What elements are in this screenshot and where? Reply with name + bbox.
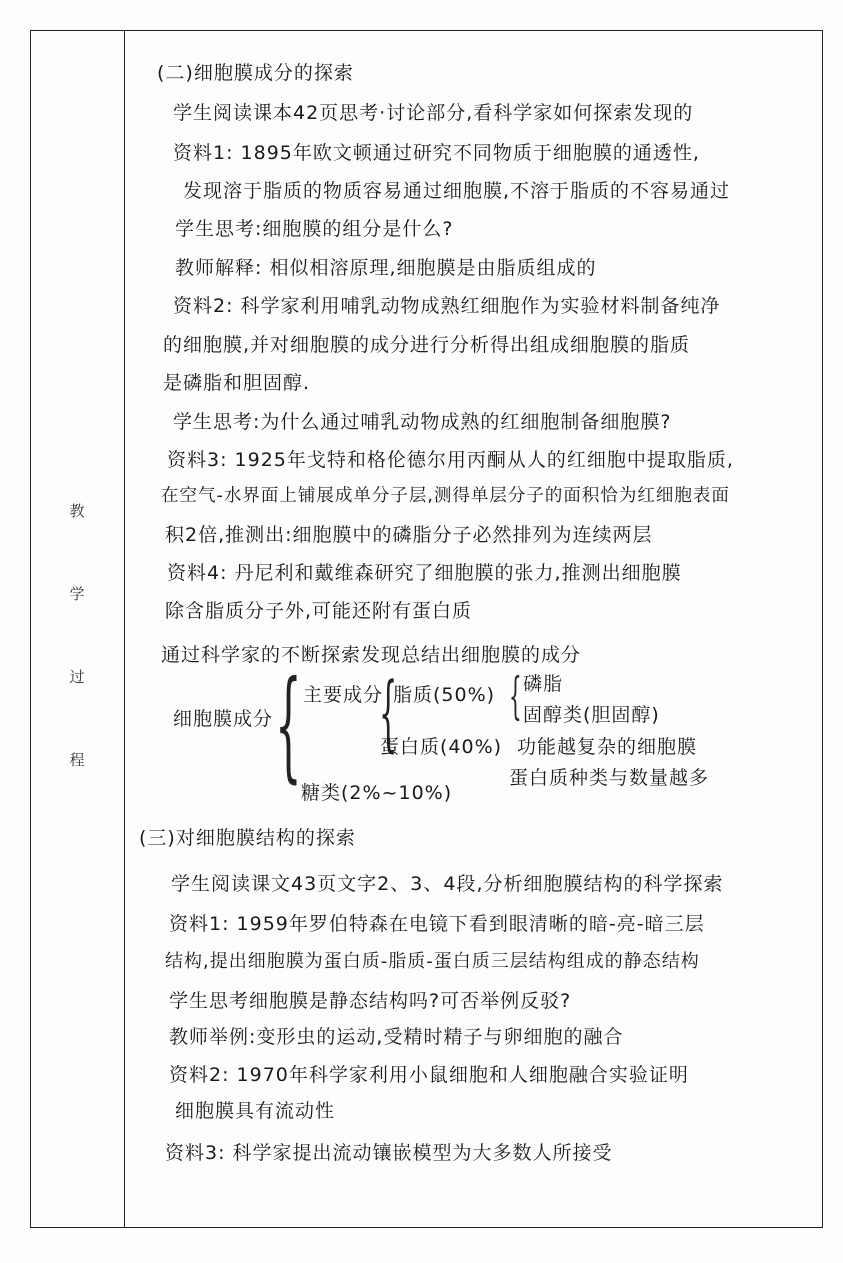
material-line: 资料2: 1970年科学家利用小鼠细胞和人细胞融合实验证明	[169, 1064, 689, 1086]
material-line: 除含脂质分子外,可能还附有蛋白质	[165, 600, 473, 622]
section-heading: (三)对细胞膜结构的探索	[139, 827, 356, 849]
diagram-node: 固醇类(胆固醇)	[523, 704, 660, 726]
material-line: 积2倍,推测出:细胞膜中的磷脂分子必然排列为连续两层	[165, 524, 653, 546]
material-line: 结构,提出细胞膜为蛋白质-脂质-蛋白质三层结构组成的静态结构	[165, 951, 700, 972]
material-line: 发现溶于脂质的物质容易通过细胞膜,不溶于脂质的不容易通过	[183, 180, 731, 202]
material-line: 资料2: 科学家利用哺乳动物成熟红细胞作为实验材料制备纯净	[173, 295, 721, 317]
diagram-node: 主要成分	[303, 684, 384, 706]
diagram-node: 糖类(2%~10%)	[301, 782, 453, 804]
side-label-char: 程	[69, 751, 85, 769]
diagram-node: 脂质(50%)	[393, 684, 496, 706]
teacher-explanation: 教师解释: 相似相溶原理,细胞膜是由脂质组成的	[175, 257, 597, 279]
lesson-content	[125, 30, 823, 1228]
material-line: 资料4: 丹尼利和戴维森研究了细胞膜的张力,推测出细胞膜	[167, 562, 682, 584]
diagram-node: 磷脂	[523, 673, 564, 695]
brace: {	[275, 656, 302, 795]
summary-line: 通过科学家的不断探索发现总结出细胞膜的成分	[161, 644, 582, 666]
student-question: 学生思考细胞膜是静态结构吗?可否举例反驳?	[169, 990, 572, 1012]
material-line: 资料3: 1925年戈特和格伦德尔用丙酮从人的红细胞中提取脂质,	[167, 449, 734, 471]
brace: {	[379, 666, 398, 761]
diagram-note: 功能越复杂的细胞膜	[517, 736, 698, 758]
student-question: 学生思考:为什么通过哺乳动物成熟的红细胞制备细胞膜?	[173, 411, 672, 433]
paragraph: 学生阅读课文43页文字2、3、4段,分析细胞膜结构的科学探索	[171, 873, 724, 895]
side-label-char: 过	[69, 668, 85, 686]
material-line: 细胞膜具有流动性	[175, 1100, 336, 1122]
diagram-node: 蛋白质(40%)	[380, 736, 503, 758]
paragraph: 学生阅读课本42页思考·讨论部分,看科学家如何探索发现的	[173, 102, 694, 124]
side-label-char: 学	[69, 585, 85, 603]
diagram-root: 细胞膜成分	[173, 708, 274, 730]
material-line: 资料1: 1895年欧文顿通过研究不同物质于细胞膜的通透性,	[173, 142, 700, 164]
material-line: 的细胞膜,并对细胞膜的成分进行分析得出组成细胞膜的脂质	[163, 334, 691, 356]
diagram-note: 蛋白质种类与数量越多	[509, 767, 710, 789]
student-question: 学生思考:细胞膜的组分是什么?	[175, 218, 454, 240]
material-line: 资料1: 1959年罗伯特森在电镜下看到眼清晰的暗-亮-暗三层	[169, 913, 705, 935]
material-line: 是磷脂和胆固醇.	[163, 372, 311, 394]
section-heading: (二)细胞膜成分的探索	[157, 62, 354, 84]
material-line: 资料3: 科学家提出流动镶嵌模型为大多数人所接受	[165, 1142, 613, 1164]
side-label-char: 教	[69, 502, 85, 520]
brace: {	[509, 667, 522, 725]
material-line: 在空气-水界面上铺展成单分子层,测得单层分子的面积恰为红细胞表面	[161, 486, 730, 506]
teacher-example: 教师举例:变形虫的运动,受精时精子与卵细胞的融合	[169, 1026, 624, 1048]
